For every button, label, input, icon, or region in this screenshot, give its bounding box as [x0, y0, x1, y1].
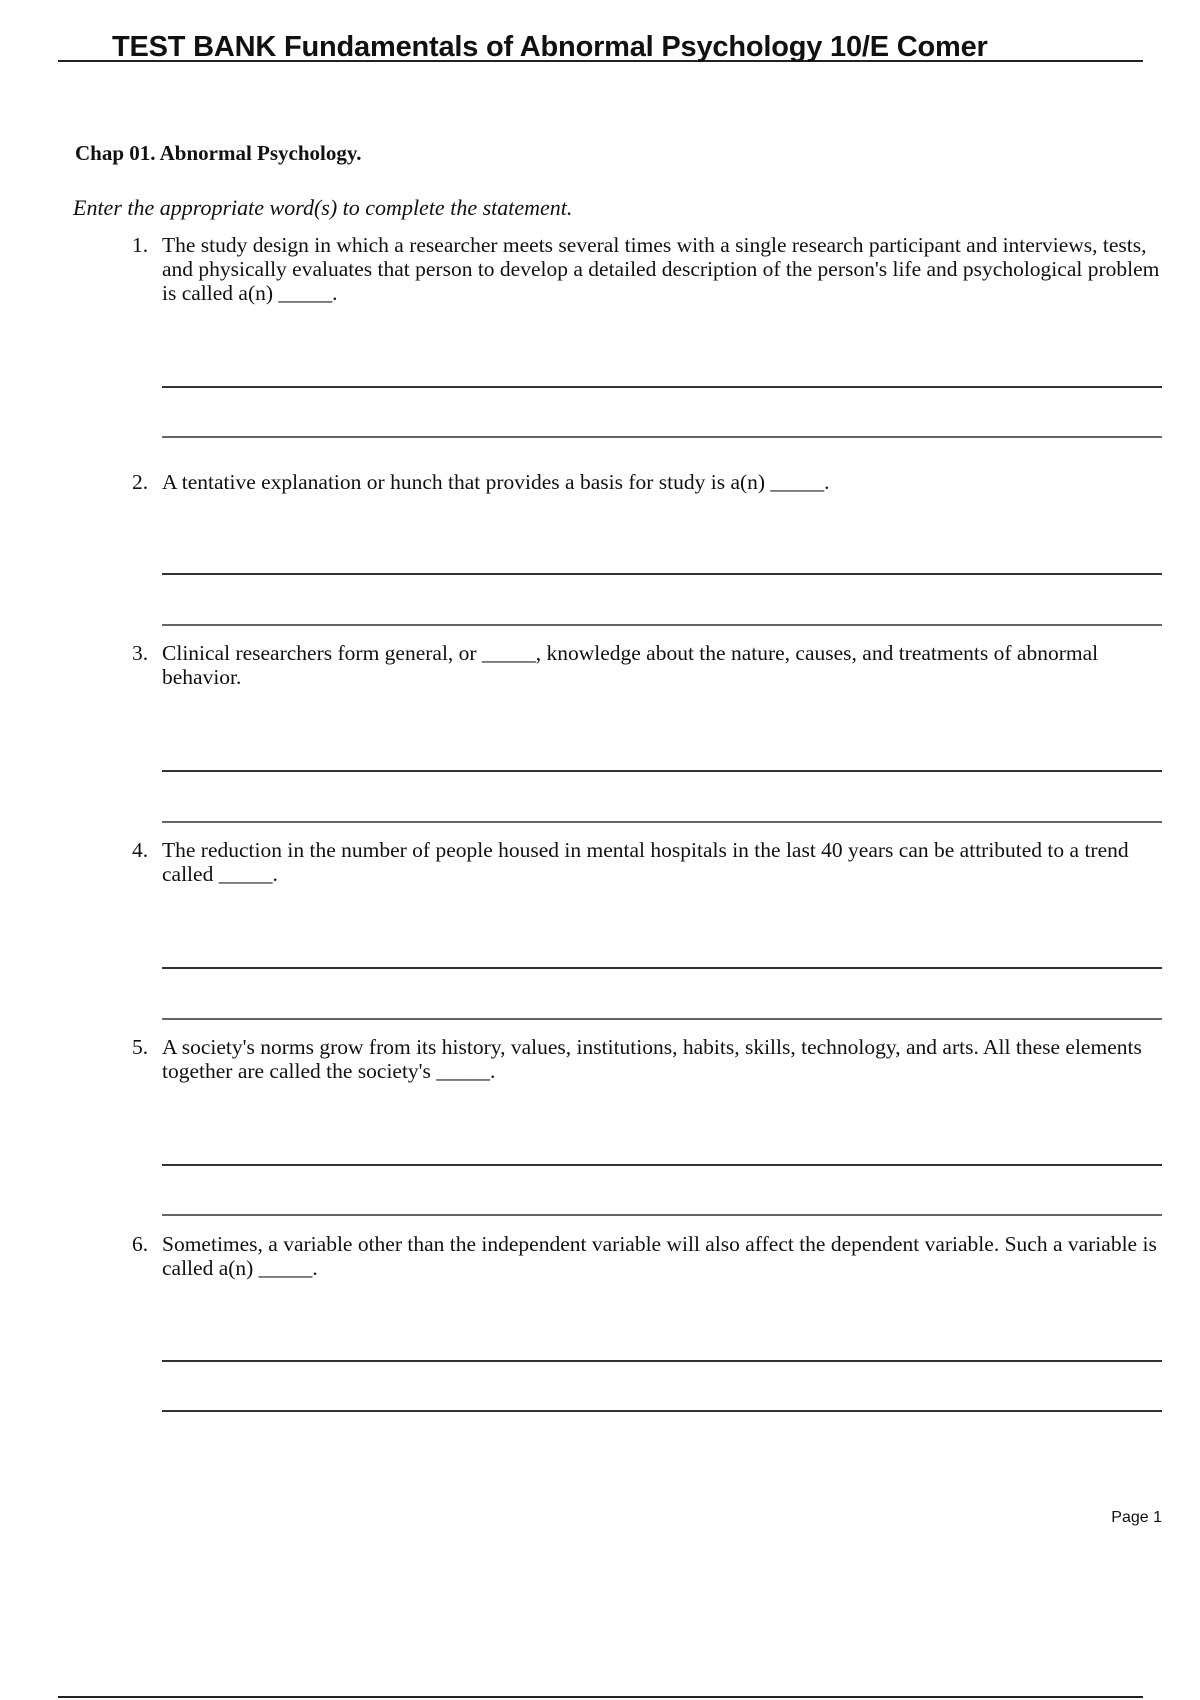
- answer-line[interactable]: [162, 821, 1162, 823]
- question-text: A tentative explanation or hunch that provides a basis for study is a(n) _____.: [162, 470, 830, 494]
- question-number: 3.: [132, 641, 149, 665]
- answer-line[interactable]: [162, 770, 1162, 772]
- document-title: TEST BANK Fundamentals of Abnormal Psychology 10/E Comer: [112, 31, 988, 63]
- question-4: [132, 838, 1182, 886]
- question-3: [132, 641, 1182, 689]
- answer-line[interactable]: [162, 624, 1162, 626]
- question-text: A society's norms grow from its history, values, institutions, habits, skills, technology, and arts. All these elements together are called the society's _____.: [162, 1035, 1142, 1083]
- question-number: 6.: [132, 1232, 149, 1256]
- answer-line[interactable]: [162, 967, 1162, 969]
- question-2: [132, 470, 1182, 494]
- answer-line[interactable]: [162, 1360, 1162, 1362]
- chapter-heading: Chap 01. Abnormal Psychology.: [75, 141, 362, 165]
- question-text: Sometimes, a variable other than the independent variable will also affect the dependent variable. Such a variable is called a(n) _____.: [162, 1232, 1157, 1280]
- bottom-divider: [58, 1696, 1143, 1698]
- answer-line[interactable]: [162, 1018, 1162, 1020]
- question-text: The study design in which a researcher meets several times with a single research participant and interviews, tests, and physically evaluates that person to develop a detailed description of the person's life and psychological problem is called a(n) _____.: [162, 233, 1160, 305]
- question-text: The reduction in the number of people housed in mental hospitals in the last 40 years can be attributed to a trend called _____.: [162, 838, 1129, 886]
- question-number: 1.: [132, 233, 149, 257]
- answer-line[interactable]: [162, 1164, 1162, 1166]
- answer-line[interactable]: [162, 386, 1162, 388]
- question-number: 5.: [132, 1035, 149, 1059]
- question-5: [132, 1035, 1182, 1083]
- answer-line[interactable]: [162, 1214, 1162, 1216]
- question-1: [132, 233, 1182, 305]
- document-header-banner: [58, 30, 1143, 62]
- instructions-text: Enter the appropriate word(s) to complete the statement.: [73, 195, 573, 220]
- question-6: [132, 1232, 1182, 1280]
- page-number: Page 1: [1111, 1509, 1162, 1526]
- question-text: Clinical researchers form general, or _____, knowledge about the nature, causes, and treatments of abnormal behavior.: [162, 641, 1099, 689]
- answer-line[interactable]: [162, 436, 1162, 438]
- answer-line[interactable]: [162, 1410, 1162, 1412]
- question-number: 2.: [132, 470, 149, 494]
- question-number: 4.: [132, 838, 149, 862]
- answer-line[interactable]: [162, 573, 1162, 575]
